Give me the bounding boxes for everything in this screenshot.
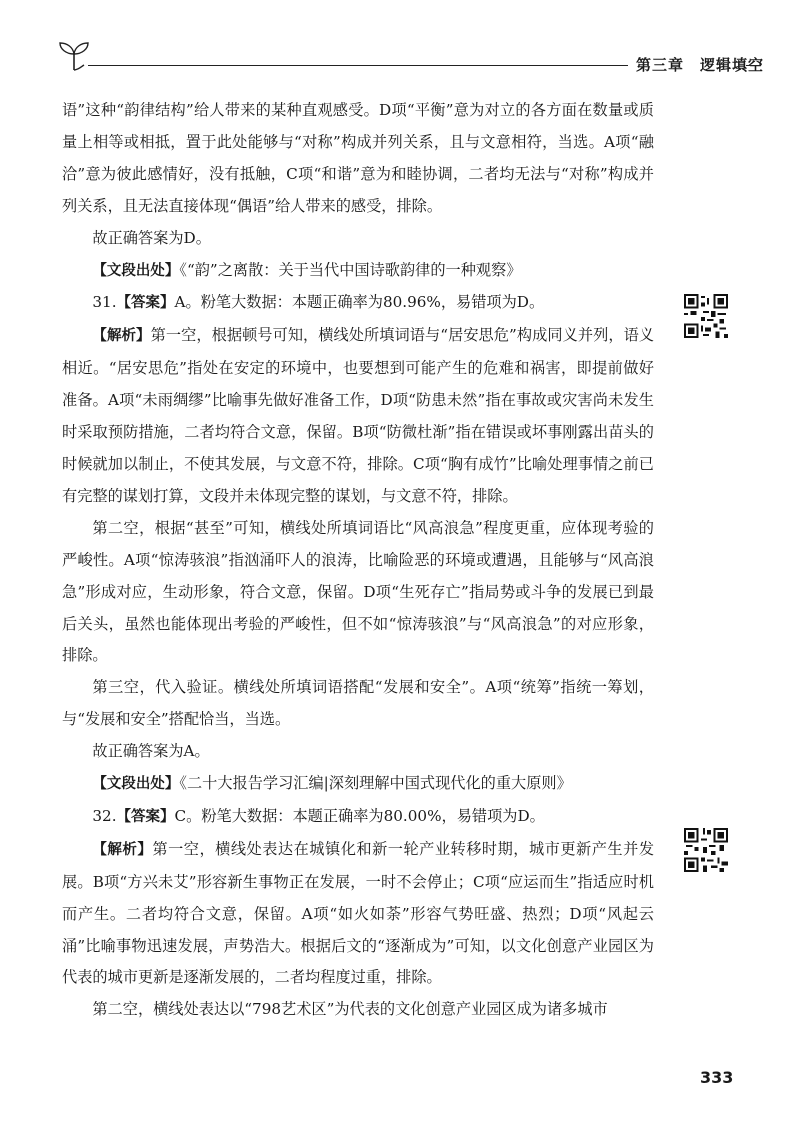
answer-tag: 【答案】 [116, 808, 175, 825]
chapter-topic: 逻辑填空 [700, 56, 765, 74]
qr-code-icon[interactable] [684, 294, 728, 338]
analysis-paragraph [62, 834, 654, 995]
source-note [62, 768, 654, 801]
paragraph-text: 故正确答案为A。 [92, 742, 210, 761]
source-text: 《“韵”之离散：关于当代中国诗歌韵律的一种观察》 [179, 260, 522, 279]
question-number: 31. [92, 293, 117, 312]
paragraph-text: 故正确答案为D。 [92, 228, 211, 247]
source-note [62, 255, 654, 288]
page-body [62, 95, 654, 1026]
chapter-title [636, 54, 764, 75]
header-rule-right [746, 65, 760, 66]
analysis-tag: 【解析】 [92, 841, 153, 858]
source-tag: 【文段出处】 [92, 776, 180, 793]
paragraph-text: 第二空，横线处表达以“798艺术区”为代表的文化创意产业园区成为诸多城市 [92, 1000, 608, 1019]
paragraph-text: 第三空，代入验证。横线处所填词语搭配“发展和安全”。A项“统筹”指统一筹划，与“发展和安全”搭配恰当，当选。 [62, 678, 654, 729]
answer-conclusion [62, 736, 654, 768]
paragraph-text: 第一空，根据顿号可知，横线处所填词语与“居安思危”构成同义并列，语义相近。“居安思危”指处在安定的环境中，也要想到可能产生的危难和祸害，即提前做好准备。A项“未雨绸缪”比喻事先做好准备工作，D项“防患未然”指在事故或灾害尚未发生时采取预防措施，二者均符合文意，保留。B项“防微杜渐”指在错误或坏事刚露出苗头的时候就加以制止，不使其发展，与文意不符，排除。C项“胸有成竹”比喻处理事情之前已有完整的谋划打算，文段并未体现完整的谋划，与文意不符，排除。 [62, 326, 655, 505]
answer-tag: 【答案】 [116, 295, 175, 312]
sprout-icon [54, 40, 94, 74]
analysis-tag: 【解析】 [92, 328, 151, 345]
source-text: 《二十大报告学习汇编|深刻理解中国式现代化的重大原则》 [179, 774, 572, 793]
page-number: 333 [700, 1068, 734, 1087]
paragraph-text: 语”这种“韵律结构”给人带来的某种直观感受。D项“平衡”意为对立的各方面在数量或质量上相等或相抵，置于此处能够与“对称”构成并列关系，且与文意相符，当选。A项“融洽”意为彼此感情好，没有抵触，C项“和谐”意为和睦协调，二者均无法与“对称”构成并列关系，且无法直接体现“偶语”给人带来的感受，排除。 [62, 101, 654, 215]
source-tag: 【文段出处】 [92, 262, 180, 279]
paragraph-text: 第一空，横线处表达在城镇化和新一轮产业转移时期，城市更新产生并发展。B项“方兴未艾”形容新生事物正在发展，一时不会停止；C项“应运而生”指适应时机而产生。二者均符合文意，保留。A项“如火如荼”形容气势旺盛、热烈；D项“风起云涌”比喻事物迅速发展，声势浩大。根据后文的“逐渐成为”可知，以文化创意产业园区为代表的城市更新是逐渐发展的，二者均程度过重，排除。 [62, 839, 655, 987]
paragraph [62, 95, 654, 223]
answer-line [62, 287, 654, 320]
answer-line [62, 801, 654, 834]
answer-text: C。粉笔大数据：本题正确率为80.00%，易错项为D。 [174, 806, 545, 825]
analysis-paragraph [62, 320, 654, 512]
page-header [40, 40, 765, 80]
header-rule-left [88, 65, 628, 66]
paragraph-text: 第二空，根据“甚至”可知，横线处所填词语比“风高浪急”程度更重，应体现考验的严峻性。A项“惊涛骇浪”指汹涌吓人的浪涛，比喻险恶的环境或遭遇，且能够与“风高浪急”形成对应，生动形象，符合文意，保留。D项“生死存亡”指局势或斗争的发展已到最后关头，虽然也能体现出考验的严峻性，但不如“惊涛骇浪”与“风高浪急”的对应形象，排除。 [62, 518, 654, 665]
paragraph [62, 672, 654, 736]
paragraph [62, 513, 654, 673]
chapter-label: 第三章 [636, 56, 685, 74]
answer-conclusion [62, 223, 654, 255]
answer-text: A。粉笔大数据：本题正确率为80.96%，易错项为D。 [174, 293, 545, 312]
paragraph [62, 994, 654, 1026]
question-number: 32. [92, 806, 117, 825]
qr-code-icon[interactable] [684, 828, 728, 872]
